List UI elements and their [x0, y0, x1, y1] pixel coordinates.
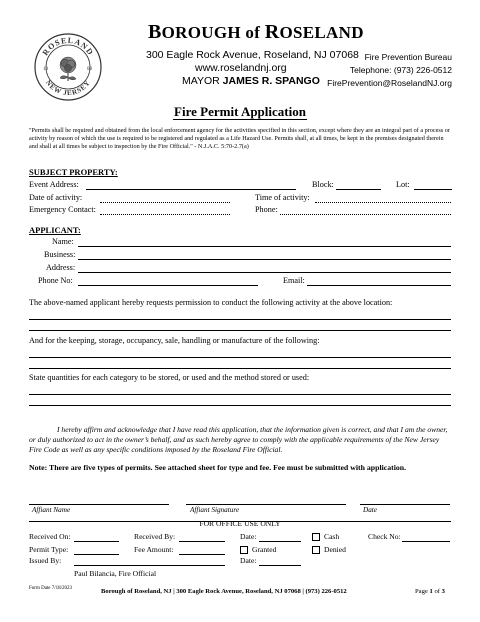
date-of-activity-label: Date of activity:: [29, 193, 83, 202]
subject-property-heading: SUBJECT PROPERTY:: [29, 167, 118, 177]
received-by-field[interactable]: [179, 541, 225, 542]
fee-amount-label: Fee Amount:: [134, 545, 174, 554]
permit-type-field[interactable]: [74, 554, 119, 555]
form-date: Form Date 7/18/2023: [29, 586, 73, 591]
check-no-label: Check No:: [368, 532, 401, 541]
granted-option[interactable]: Granted: [240, 545, 276, 554]
applicant-phone-field[interactable]: [78, 285, 258, 286]
borough-seal-logo: [34, 33, 102, 101]
applicant-heading: APPLICANT:: [29, 225, 81, 235]
activity-line-1[interactable]: [29, 319, 451, 320]
emergency-contact-label: Emergency Contact:: [29, 205, 96, 214]
affirmation-text: I hereby affirm and acknowledge that I have read this application, that the information given is correct, and that I am the owner, or duly authorized to act in the owner’s behalf, and as such hereby agree to comply with the applicable requirements of the New Jersey Fire Code as well as any specific conditions imposed by the Roseland Fire Official.: [29, 425, 448, 454]
office-date-field-2[interactable]: [259, 565, 301, 566]
applicant-email-label: Email:: [283, 276, 305, 285]
office-date-field-1[interactable]: [259, 541, 301, 542]
affiant-date-field[interactable]: [360, 504, 450, 505]
property-phone-label: Phone:: [255, 205, 278, 214]
bureau-name: Fire Prevention Bureau: [364, 52, 452, 62]
time-of-activity-label: Time of activity:: [255, 193, 310, 202]
affiant-date-label: Date: [363, 506, 377, 514]
quantities-line-1[interactable]: [29, 394, 451, 395]
office-use-heading: FOR OFFICE USE ONLY: [199, 519, 281, 528]
date-of-activity-field[interactable]: [100, 202, 230, 203]
check-no-field[interactable]: [402, 541, 450, 542]
footer-address: Borough of Roseland, NJ | 300 Eagle Rock Avenue, Roseland, NJ 07068 | (973) 226-0512: [101, 588, 347, 595]
lot-field[interactable]: [414, 189, 452, 190]
affiant-signature-label: Affiant Signature: [190, 506, 240, 514]
mayor-line: MAYOR JAMES R. SPANGO: [182, 75, 320, 87]
cash-option[interactable]: Cash: [312, 532, 339, 541]
applicant-address-label: Address:: [46, 263, 76, 272]
applicant-email-field[interactable]: [307, 285, 451, 286]
borough-title: BOROUGH of ROSELAND: [148, 21, 364, 43]
page-number: Page 1 of 3: [415, 588, 445, 595]
seal-year-left: 19: [43, 67, 48, 72]
cash-checkbox: [312, 533, 320, 541]
affiant-name-label: Affiant Name: [32, 506, 71, 514]
denied-option[interactable]: Denied: [312, 545, 346, 554]
issued-by-field[interactable]: [74, 565, 225, 566]
applicant-name-label: Name:: [52, 237, 74, 246]
office-date-label-1: Date:: [240, 532, 257, 541]
applicant-name-field[interactable]: [78, 246, 451, 247]
fire-official-name: Paul Bilancia, Fire Official: [74, 569, 157, 578]
rose-icon: [60, 57, 76, 81]
emergency-contact-field[interactable]: [100, 214, 230, 215]
affiant-name-field[interactable]: [29, 504, 169, 505]
form-title: Fire Permit Application: [174, 104, 306, 119]
received-by-label: Received By:: [134, 532, 176, 541]
borough-website[interactable]: www.roselandnj.org: [195, 62, 287, 74]
applicant-business-field[interactable]: [78, 259, 451, 260]
activity-line-2[interactable]: [29, 330, 451, 331]
permit-note: Note: There are five types of permits. See attached sheet for type and fee. Fee must be submitted with application.: [29, 463, 407, 472]
affiant-signature-field[interactable]: [186, 504, 346, 505]
applicant-phone-label: Phone No:: [38, 276, 73, 285]
bureau-email[interactable]: FirePrevention@RoselandNJ.org: [327, 78, 452, 88]
bureau-telephone: Telephone: (973) 226-0512: [349, 65, 452, 75]
block-label: Block:: [312, 180, 334, 189]
quantities-prompt: State quantities for each category to be stored, or used and the method stored or used:: [29, 373, 310, 382]
block-field[interactable]: [336, 189, 381, 190]
office-date-label-2: Date:: [240, 556, 257, 565]
property-phone-field[interactable]: [280, 214, 451, 215]
time-of-activity-field[interactable]: [315, 202, 451, 203]
seal-top-text: ROSELAND: [40, 35, 96, 58]
keeping-line-1[interactable]: [29, 357, 451, 358]
borough-address: 300 Eagle Rock Avenue, Roseland, NJ 07068: [146, 49, 359, 61]
granted-checkbox: [240, 546, 248, 554]
lot-label: Lot:: [396, 180, 410, 189]
keeping-line-2[interactable]: [29, 368, 451, 369]
activity-prompt: The above-named applicant hereby requests permission to conduct the following activity at the above location:: [29, 298, 393, 307]
permit-type-label: Permit Type:: [29, 545, 69, 554]
fee-amount-field[interactable]: [179, 554, 225, 555]
received-on-label: Received On:: [29, 532, 71, 541]
seal-bottom-text: NEW JERSEY: [43, 78, 93, 98]
issued-by-label: Issued By:: [29, 556, 62, 565]
event-address-label: Event Address:: [29, 180, 79, 189]
seal-year-right: 08: [87, 67, 92, 72]
event-address-field[interactable]: [86, 189, 296, 190]
received-on-field[interactable]: [74, 541, 119, 542]
keeping-prompt: And for the keeping, storage, occupancy, sale, handling or manufacture of the following:: [29, 336, 320, 345]
applicant-business-label: Business:: [44, 250, 76, 259]
quantities-line-2[interactable]: [29, 405, 451, 406]
regulation-quote: "Permits shall be required and obtained from the local enforcement agency for the activities specified in this section, except where they are an integral part of a process or activity by reason of which the use is required to be registered and regulated as a Life Hazard Use. Permits shall, at all times, be kept in the premises designated therein and shall at all times be subject to inspection by the Fire Official." - N.J.A.C. 5:70-2.7(a): [29, 127, 450, 150]
denied-checkbox: [312, 546, 320, 554]
applicant-address-field[interactable]: [78, 272, 451, 273]
